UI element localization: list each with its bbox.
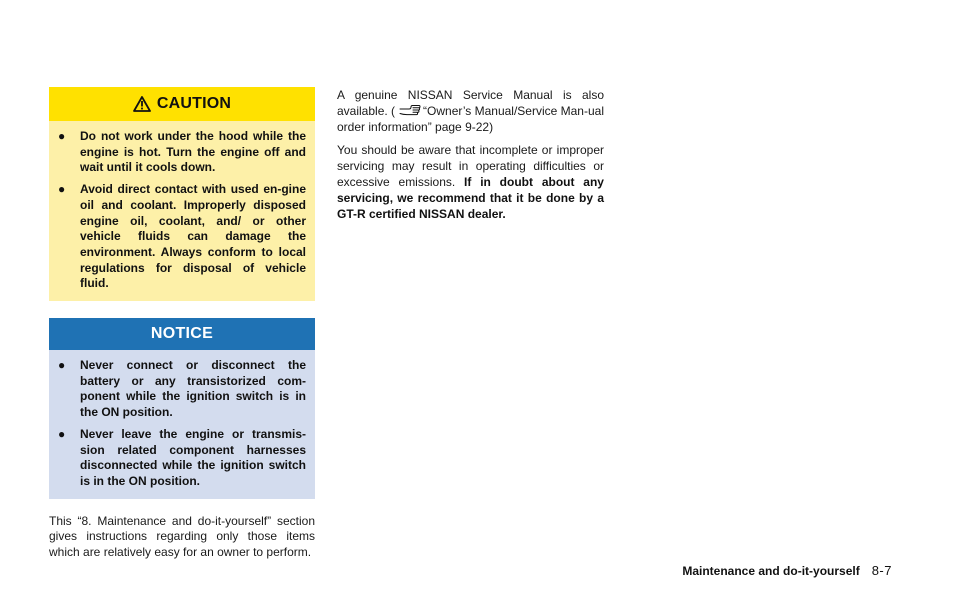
footer-section-title: Maintenance and do-it-yourself: [682, 564, 860, 578]
notice-item-text: Never connect or disconnect the battery or any transistorized com-ponent while the ignition switch is in the ON position.: [80, 358, 306, 420]
caution-list: [49, 121, 315, 301]
intro-paragraph: This “8. Maintenance and do-it-yourself” section gives instructions regarding only those items which are relatively easy for an owner to perform.: [49, 513, 315, 560]
notice-header: [49, 318, 315, 350]
page-footer: [682, 563, 892, 578]
page-number: 8-7: [871, 563, 892, 578]
caution-header: [49, 87, 315, 121]
servicing-paragraph: [337, 143, 604, 222]
right-column: [337, 88, 604, 222]
notice-title: NOTICE: [150, 325, 214, 343]
caution-item: [58, 182, 306, 292]
caution-item-text: Do not work under the hood while the engine is hot. Turn the engine off and wait until it cools down.: [80, 129, 306, 175]
service-manual-reference-link[interactable]: “Owner’s Manual/Service Man-ual order information” page 9-22): [337, 103, 604, 134]
servicing-recommendation: If in doubt about any servicing, we recommend that it be done by a GT-R certified NISSAN dealer.: [337, 174, 604, 221]
notice-list: [49, 350, 315, 499]
notice-item-text: Never leave the engine or transmis-sion related component harnesses disconnected while the ignition switch is in the ON position.: [80, 426, 306, 488]
caution-title: CAUTION: [156, 95, 232, 112]
notice-box: [49, 318, 315, 499]
caution-item-text: Avoid direct contact with used en-gine oil and coolant. Improperly disposed engine oil, coolant, and/ or other vehicle fluids can damage the environment. Always conform to local regulations for disposal of vehicle fluid.: [80, 182, 306, 291]
left-column: [49, 87, 315, 561]
warning-triangle-icon: [133, 96, 151, 112]
notice-item: [58, 427, 306, 490]
service-manual-paragraph: [337, 88, 604, 135]
service-manual-text: A genuine NISSAN Service Manual is also available. (: [337, 88, 604, 118]
caution-item: [58, 129, 306, 176]
bullet-dot: ●: [58, 182, 66, 197]
caution-box: [49, 87, 315, 301]
bullet-dot: ●: [58, 358, 66, 373]
bullet-dot: ●: [58, 129, 66, 143]
bullet-dot: ●: [58, 426, 66, 441]
servicing-text: You should be aware that incomplete or improper servicing may result in operating difficulties or excessive emissions.: [337, 143, 604, 189]
notice-item: [58, 358, 306, 421]
pointing-hand-icon: [399, 104, 421, 118]
